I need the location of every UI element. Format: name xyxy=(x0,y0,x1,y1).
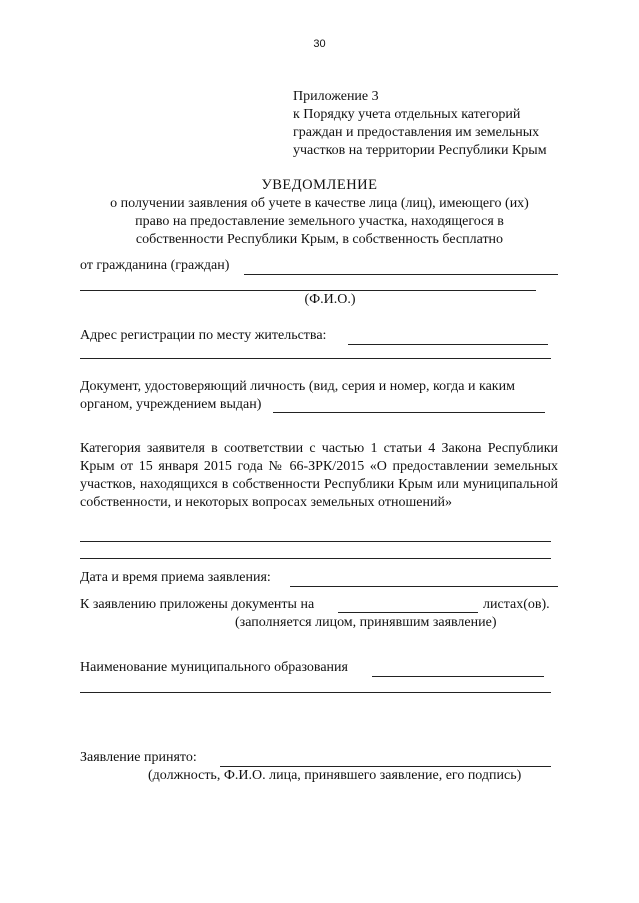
appendix-line: к Порядку учета отдельных категорий xyxy=(293,107,521,122)
from-citizen-field[interactable] xyxy=(244,274,558,275)
appendix-header xyxy=(293,88,547,160)
attached-docs-prefix: К заявлению приложены документы на xyxy=(80,597,315,612)
id-doc-field[interactable] xyxy=(273,412,545,413)
appendix-line: участков на территории Республики Крым xyxy=(293,143,547,158)
accepted-by-field[interactable] xyxy=(220,766,551,767)
attached-docs-count-field[interactable] xyxy=(338,612,478,613)
applicant-category-label: Категория заявителя в соответствии с частью 1 статьи 4 Закона Республики Крым от 15 января 2015 года № 66-ЗРК/2015 «О предоставлении земельных участков, находящихся в собственности Республики Крым или муниципальной собственности, и некоторых вопросах земельных отношений» xyxy=(80,441,558,510)
address-field[interactable] xyxy=(348,344,548,345)
subtitle-line: о получении заявления об учете в качестве лица (лиц), имеющего (их) xyxy=(110,196,529,211)
attached-docs-suffix: листах(ов). xyxy=(483,597,550,612)
applicant-category-field[interactable] xyxy=(80,541,551,542)
id-doc-label-line1: Документ, удостоверяющий личность (вид, серия и номер, когда и каким xyxy=(80,379,515,394)
accepted-caption: (должность, Ф.И.О. лица, принявшего заявление, его подпись) xyxy=(148,768,522,783)
accepted-label: Заявление принято: xyxy=(80,750,197,765)
attached-docs-caption: (заполняется лицом, принявшим заявление) xyxy=(235,615,497,630)
subtitle-line: право на предоставление земельного участка, находящегося в xyxy=(135,214,504,229)
id-doc-label-line2: органом, учреждением выдан) xyxy=(80,397,262,412)
notice-title: УВЕДОМЛЕНИЕ xyxy=(261,177,378,193)
address-label: Адрес регистрации по месту жительства: xyxy=(80,328,327,343)
notice-subtitle xyxy=(0,195,639,249)
appendix-line: граждан и предоставления им земельных xyxy=(293,125,540,140)
municipality-field[interactable] xyxy=(372,676,544,677)
municipality-label: Наименование муниципального образования xyxy=(80,660,348,675)
page-number: 30 xyxy=(313,38,326,50)
appendix-line: Приложение 3 xyxy=(293,89,379,104)
receipt-datetime-field[interactable] xyxy=(290,586,558,587)
receipt-datetime-label: Дата и время приема заявления: xyxy=(80,570,271,585)
municipality-field-line2[interactable] xyxy=(80,692,551,693)
address-field-line2[interactable] xyxy=(80,358,551,359)
from-citizen-label: от гражданина (граждан) xyxy=(80,258,230,273)
subtitle-line: собственности Республики Крым, в собственность бесплатно xyxy=(135,232,504,247)
applicant-category-field-line2[interactable] xyxy=(80,558,551,559)
from-citizen-field-line2[interactable] xyxy=(80,290,536,291)
fio-caption: (Ф.И.О.) xyxy=(304,292,356,307)
